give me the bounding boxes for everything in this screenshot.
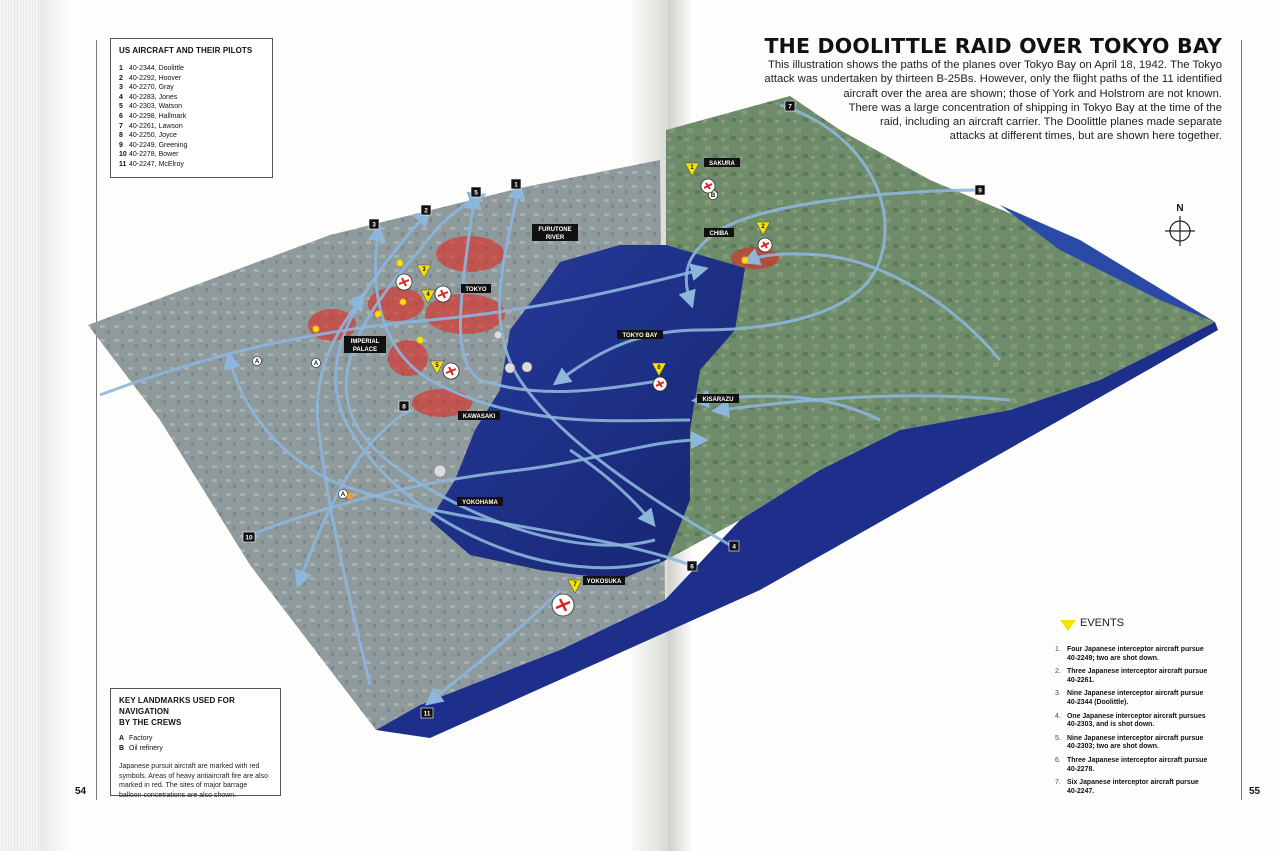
route-number-label: 8 bbox=[402, 403, 406, 411]
event-item bbox=[1055, 646, 1230, 663]
event-text-line: Nine Japanese interceptor aircraft pursue bbox=[1067, 690, 1204, 698]
pilot-number: 4 bbox=[119, 93, 123, 101]
pilot-number: 7 bbox=[119, 122, 123, 130]
landmark-label: Oil refinery bbox=[129, 745, 163, 752]
events-heading: EVENTS bbox=[1080, 617, 1125, 629]
event-text bbox=[1067, 668, 1207, 685]
note-line: Japanese pursuit aircraft are marked with red bbox=[119, 763, 260, 770]
event-text-line: 40-2261. bbox=[1067, 676, 1095, 684]
event-text-line: 40-2303; two are shot down. bbox=[1067, 743, 1159, 751]
north-label: N bbox=[1176, 203, 1184, 214]
event-item bbox=[1055, 757, 1230, 774]
pilot-list-item bbox=[119, 64, 264, 74]
event-number: 1. bbox=[1055, 646, 1061, 653]
route-number-marker bbox=[511, 179, 521, 189]
event-marker-number: 1 bbox=[690, 165, 694, 171]
event-item bbox=[1055, 735, 1230, 752]
event-text bbox=[1067, 713, 1206, 730]
pilot-label: 40-2303, Watson bbox=[129, 103, 183, 111]
pilot-list-item bbox=[119, 150, 264, 160]
pilot-number: 10 bbox=[119, 151, 127, 159]
route-number-label: 7 bbox=[788, 103, 792, 111]
event-number: 4. bbox=[1055, 712, 1061, 720]
label-sakura: SAKURA bbox=[709, 161, 735, 167]
event-text-line: 40-2278. bbox=[1067, 765, 1095, 773]
pilot-label: 40-2247, McElroy bbox=[129, 160, 184, 168]
pilot-label: 40-2283, Jones bbox=[129, 93, 178, 101]
landmarks-title-line2: BY THE CREWS bbox=[119, 718, 182, 727]
label-furutone-1: FURUTONE bbox=[538, 227, 572, 233]
landmark-marker bbox=[253, 357, 262, 366]
landmark-marker-letter: B bbox=[710, 193, 716, 200]
route-number-marker bbox=[243, 532, 255, 542]
svg-text:✹: ✹ bbox=[373, 308, 383, 321]
route-number-label: 6 bbox=[690, 563, 694, 571]
pilot-label: 40-2270, Gray bbox=[129, 84, 174, 92]
landmarks-list bbox=[119, 734, 272, 754]
route-number-label: 2 bbox=[424, 207, 428, 215]
landmarks-note bbox=[119, 762, 272, 800]
pilot-list-item bbox=[119, 122, 264, 132]
intro-line: attacks at different times, but are shown here together. bbox=[949, 130, 1222, 143]
pilot-number: 9 bbox=[119, 141, 123, 149]
event-text-line: Three Japanese interceptor aircraft pursue bbox=[1067, 756, 1208, 764]
svg-text:✹: ✹ bbox=[398, 296, 408, 309]
left-page-number: 54 bbox=[75, 786, 87, 797]
event-text-line: Four Japanese interceptor aircraft pursue bbox=[1067, 646, 1204, 653]
pilot-label: 40-2298, Hallmark bbox=[129, 112, 187, 120]
right-page-number: 55 bbox=[1249, 786, 1261, 797]
event-number: 6. bbox=[1055, 756, 1061, 764]
event-text-line: 40-2247. bbox=[1067, 787, 1095, 795]
label-kawasaki: KAWASAKI bbox=[462, 414, 496, 420]
label-furutone-2: RIVER bbox=[545, 235, 565, 241]
pilot-number: 5 bbox=[119, 103, 123, 111]
pilot-number: 3 bbox=[119, 84, 123, 92]
label-yokohama: YOKOHAMA bbox=[462, 500, 498, 506]
event-text bbox=[1067, 690, 1203, 707]
landmark-marker-letter: A bbox=[313, 361, 319, 368]
event-marker-number: 7 bbox=[573, 582, 577, 588]
pilot-list-item bbox=[119, 160, 264, 170]
pilot-list-item bbox=[119, 112, 264, 122]
north-compass bbox=[1165, 203, 1195, 246]
event-number: 2. bbox=[1055, 668, 1061, 676]
event-text-line: Nine Japanese interceptor aircraft pursue bbox=[1067, 734, 1204, 742]
landmarks-title-line1: KEY LANDMARKS USED FOR NAVIGATION bbox=[119, 696, 235, 716]
pilot-list-item bbox=[119, 141, 264, 151]
route-number-marker bbox=[399, 401, 409, 411]
route-number-marker bbox=[369, 219, 379, 229]
pilot-number: 11 bbox=[119, 160, 127, 168]
note-line: marked in red. The sites of major barrage bbox=[119, 782, 248, 789]
event-text-line: Three Japanese interceptor aircraft pursue bbox=[1067, 668, 1208, 676]
event-marker-number: 6 bbox=[657, 365, 661, 371]
svg-text:✹: ✹ bbox=[345, 490, 355, 503]
label-yokosuka: YOKOSUKA bbox=[586, 579, 622, 585]
label-tokyo: TOKYO bbox=[465, 287, 487, 293]
events-triangle-icon bbox=[1060, 620, 1076, 631]
label-imperial-palace-1: IMPERIAL bbox=[350, 339, 380, 345]
route-number-marker bbox=[975, 185, 985, 195]
landmark-label: Factory bbox=[129, 735, 153, 742]
landmark-marker bbox=[312, 359, 321, 368]
events-list bbox=[1055, 646, 1230, 801]
route-number-marker bbox=[421, 205, 431, 215]
event-text bbox=[1067, 646, 1204, 663]
event-text-line: 40-2303, and is shot down. bbox=[1067, 721, 1155, 729]
event-text-line: Six Japanese interceptor aircraft pursue bbox=[1067, 779, 1199, 787]
landmark-key: B bbox=[119, 745, 125, 752]
pilot-label: 40-2278, Bower bbox=[129, 151, 179, 159]
landmark-key: A bbox=[119, 735, 125, 742]
event-text-line: One Japanese interceptor aircraft pursues bbox=[1067, 712, 1206, 720]
event-item bbox=[1055, 690, 1230, 707]
event-item bbox=[1055, 779, 1230, 796]
pilot-list-item bbox=[119, 93, 264, 103]
route-number-marker bbox=[729, 541, 739, 551]
pilot-number: 6 bbox=[119, 112, 123, 120]
pilot-number: 2 bbox=[119, 74, 123, 82]
route-number-label: 3 bbox=[372, 221, 376, 229]
landmark-marker-letter: A bbox=[340, 492, 346, 499]
svg-text:✹: ✹ bbox=[395, 257, 405, 270]
page-title: THE DOOLITTLE RAID OVER TOKYO BAY bbox=[764, 34, 1222, 58]
pilots-legend-box bbox=[110, 38, 273, 178]
label-imperial-palace-2: PALACE bbox=[352, 347, 378, 353]
route-number-label: 10 bbox=[245, 534, 253, 542]
route-number-label: 4 bbox=[732, 543, 736, 551]
route-number-label: 11 bbox=[423, 710, 431, 718]
label-chiba: CHIBA bbox=[709, 231, 729, 237]
intro-line: aircraft over the area are shown; those of York and Holstrom are not known. bbox=[843, 87, 1222, 100]
pilot-label: 40-2292, Hoover bbox=[129, 74, 182, 82]
landmark-list-item bbox=[119, 744, 272, 754]
event-marker-number: 2 bbox=[761, 224, 765, 230]
event-number: 3. bbox=[1055, 690, 1061, 698]
event-text bbox=[1067, 757, 1207, 774]
note-line: balloon concetrations are also shown. bbox=[119, 791, 237, 799]
landmarks-legend-box bbox=[110, 688, 281, 799]
intro-line: attack was undertaken by thirteen B-25Bs. However, only the flight paths of the 11 identified bbox=[764, 73, 1222, 86]
label-tokyo-bay: TOKYO BAY bbox=[622, 333, 658, 339]
route-number-marker bbox=[687, 561, 697, 571]
pilot-list-item bbox=[119, 102, 264, 112]
pilot-list-item bbox=[119, 83, 264, 93]
event-marker-number: 3 bbox=[422, 267, 426, 273]
intro-text bbox=[690, 58, 1222, 144]
intro-line: raid, including an aircraft carrier. The Doolittle planes made separate bbox=[879, 116, 1222, 129]
pilot-number: 1 bbox=[119, 65, 123, 72]
intro-line: This illustration shows the paths of the planes over Tokyo Bay on April 18, 1942. The Tokyo bbox=[767, 59, 1222, 71]
label-kisarazu: KISARAZU bbox=[702, 397, 734, 403]
route-number-label: 1 bbox=[514, 181, 518, 189]
event-text-line: 40-2249; two are shot down. bbox=[1067, 654, 1159, 662]
pilot-number: 8 bbox=[119, 132, 123, 140]
svg-text:✹: ✹ bbox=[415, 334, 425, 347]
pilots-legend-title: US AIRCRAFT AND THEIR PILOTS bbox=[119, 46, 253, 55]
pilot-label: 40-2250, Joyce bbox=[129, 132, 177, 140]
pilot-label: 40-2344, Doolittle bbox=[129, 65, 184, 72]
route-number-marker bbox=[471, 187, 481, 197]
pilot-list-item bbox=[119, 131, 264, 141]
pilot-label: 40-2261, Lawson bbox=[129, 122, 183, 130]
pilots-list bbox=[119, 64, 264, 170]
intro-line: There was a large concentration of shipping in Tokyo Bay at the time of the bbox=[848, 101, 1222, 114]
svg-text:✹: ✹ bbox=[311, 323, 321, 336]
event-text bbox=[1067, 779, 1199, 796]
note-line: symbols. Areas of heavy antiaircraft fire are also bbox=[119, 772, 269, 780]
route-number-label: 9 bbox=[978, 187, 982, 195]
event-marker-number: 5 bbox=[435, 363, 439, 369]
landmark-list-item bbox=[119, 734, 272, 744]
event-marker-number: 4 bbox=[426, 292, 430, 298]
route-number-label: 5 bbox=[474, 189, 478, 197]
route-number-marker bbox=[421, 708, 433, 718]
svg-text:✹: ✹ bbox=[740, 254, 750, 267]
event-item bbox=[1055, 713, 1230, 730]
event-item bbox=[1055, 668, 1230, 685]
pilot-list-item bbox=[119, 74, 264, 84]
pilot-label: 40-2249, Greening bbox=[129, 141, 188, 149]
event-text bbox=[1067, 735, 1203, 752]
event-number: 7. bbox=[1055, 779, 1061, 787]
event-text-line: 40-2344 (Doolittle). bbox=[1067, 698, 1129, 706]
landmark-marker-letter: A bbox=[254, 359, 260, 366]
event-number: 5. bbox=[1055, 734, 1061, 742]
